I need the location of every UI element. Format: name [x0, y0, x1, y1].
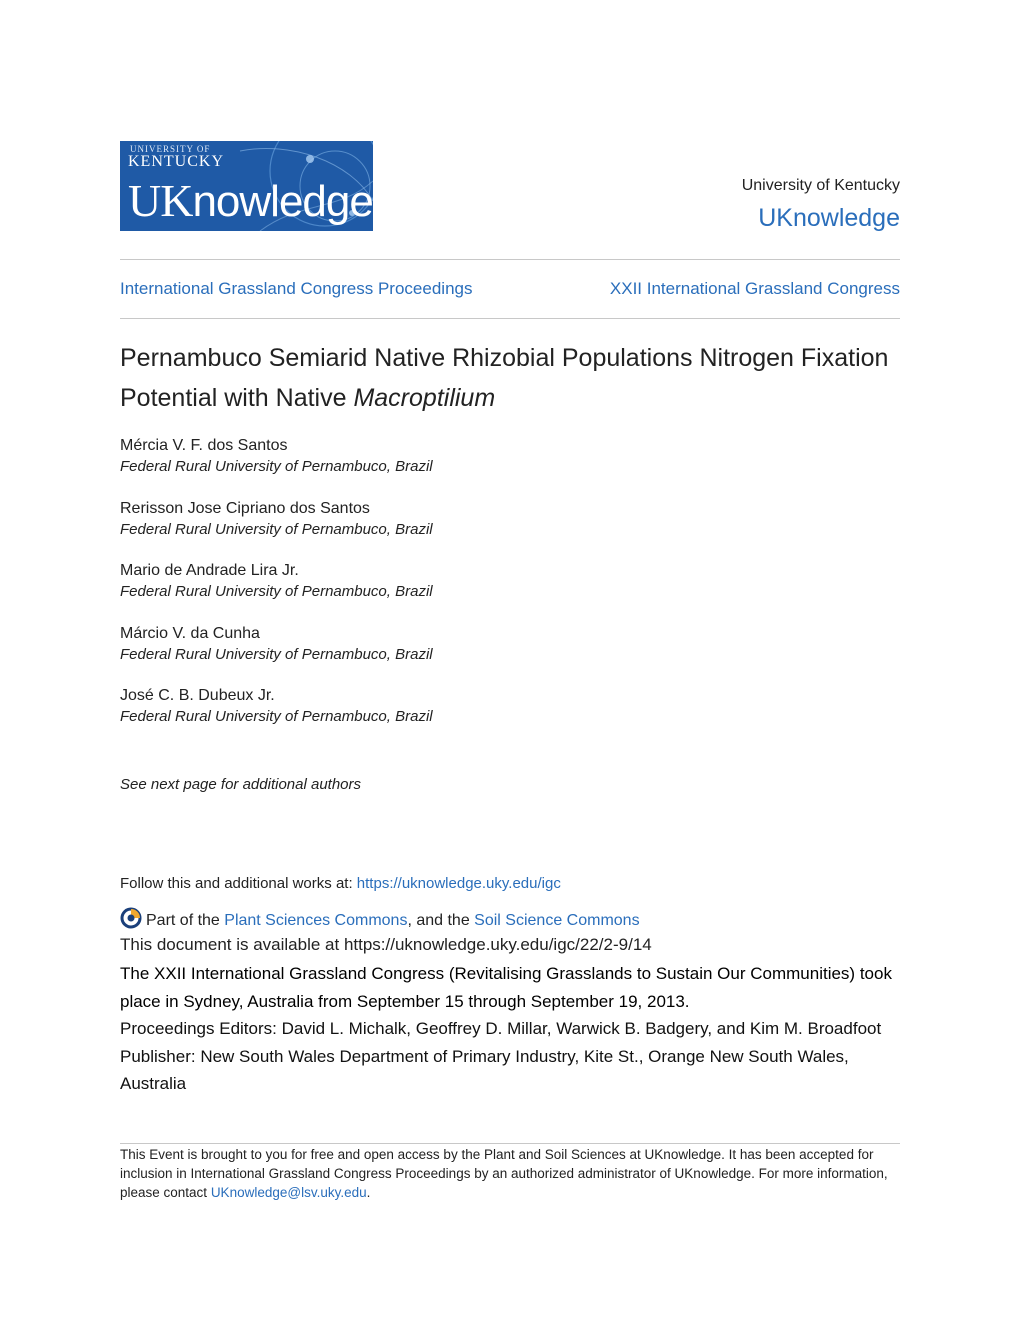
paper-title-main: Pernambuco Semiarid Native Rhizobial Populations Nitrogen Fixation Potential with Native: [120, 344, 889, 412]
author-affiliation: Federal Rural University of Pernambuco, Brazil: [120, 583, 433, 600]
divider-top: [120, 259, 900, 260]
soil-science-commons-link[interactable]: Soil Science Commons: [474, 912, 640, 929]
uknowledge-logo[interactable]: [120, 141, 373, 231]
contact-email-link[interactable]: UKnowledge@lsv.uky.edu: [210, 1185, 367, 1200]
footer-notice: [120, 1145, 900, 1202]
paper-title: [120, 338, 910, 418]
part-of-prefix: Part of the: [146, 912, 225, 929]
logo-university-of: UNIVERSITY OF: [130, 144, 211, 154]
author-name: Mario de Andrade Lira Jr.: [120, 562, 299, 579]
conference-link[interactable]: XXII International Grassland Congress: [609, 279, 900, 298]
author-affiliation: Federal Rural University of Pernambuco, Brazil: [120, 708, 433, 725]
author-entry: [120, 624, 900, 687]
logo-kentucky: KENTUCKY: [128, 153, 224, 170]
author-name: Márcio V. da Cunha: [120, 624, 260, 642]
author-name: Rerisson Jose Cipriano dos Santos: [120, 499, 370, 517]
divider-footer: [120, 1143, 900, 1144]
availability-line: This document is available at https://uknowledge.uky.edu/igc/22/2-9/14: [120, 935, 652, 954]
author-entry: [120, 499, 900, 562]
institution-name: University of Kentucky: [741, 177, 900, 194]
footer-text: This Event is brought to you for free and open access by the Plant and Soil Sciences at UKnowledge. It has been accepted for inclusion in International Grassland Congress Proceedings by an authorized administrator of UKnowledge. For more information, please contact: [120, 1147, 888, 1200]
logo-wordmark: [128, 175, 373, 228]
proceedings-editors: Proceedings Editors: David L. Michalk, Geoffrey D. Millar, Warwick B. Badgery, and Kim M. Broadfoot: [120, 1019, 882, 1038]
collection-link[interactable]: International Grassland Congress Proceedings: [120, 279, 473, 298]
author-name: José C. B. Dubeux Jr.: [120, 687, 275, 704]
event-description: [120, 960, 910, 1098]
part-of-middle: , and the: [407, 912, 475, 929]
follow-prefix: Follow this and additional works at:: [120, 875, 357, 892]
author-name: Mércia V. F. dos Santos: [120, 437, 288, 454]
see-next-page-note: See next page for additional authors: [120, 776, 362, 793]
publisher: Publisher: New South Wales Department of Primary Industry, Kite St., Orange New South Wales, Australia: [120, 1046, 849, 1093]
follow-line: [120, 875, 561, 892]
author-entry: [120, 686, 900, 749]
divider-under-breadcrumbs: [120, 318, 900, 319]
author-affiliation: Federal Rural University of Pernambuco, Brazil: [120, 645, 433, 663]
plant-sciences-commons-link[interactable]: Plant Sciences Commons: [224, 912, 408, 929]
part-of-line: [120, 907, 640, 930]
logo-wordmark-rest: nowledge: [192, 177, 373, 226]
author-entry: [120, 436, 900, 499]
footer-suffix: .: [366, 1185, 371, 1200]
paper-title-italic: Macroptilium: [353, 384, 496, 412]
collection-url-link[interactable]: https://uknowledge.uky.edu/igc: [356, 875, 561, 892]
author-list: [120, 436, 900, 749]
author-affiliation: Federal Rural University of Pernambuco, Brazil: [120, 458, 433, 475]
author-affiliation: Federal Rural University of Pernambuco, Brazil: [120, 520, 433, 538]
logo-wordmark-uk: UK: [128, 175, 193, 226]
bepress-commons-icon: [120, 907, 142, 929]
author-entry: [120, 561, 900, 624]
event-summary: The XXII International Grassland Congress (Revitalising Grasslands to Sustain Our Communities) took place in Sydney, Australia from September 15 through September 19, 2013.: [120, 964, 892, 1011]
repository-link[interactable]: UKnowledge: [758, 204, 900, 232]
